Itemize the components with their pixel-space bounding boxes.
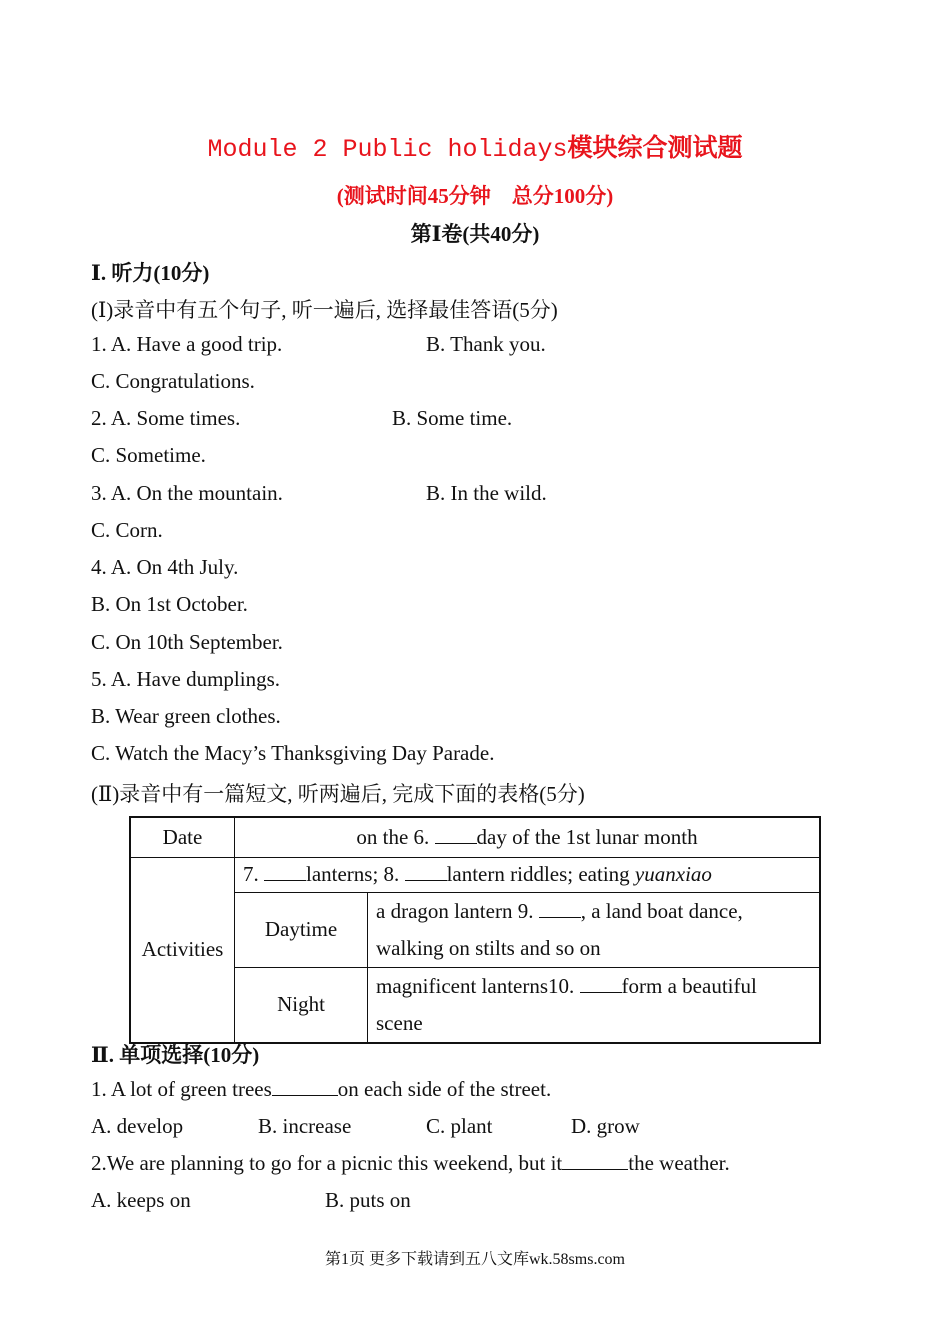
mc-q1-stem: 1. A lot of green trees on each side of the street. <box>91 1077 552 1101</box>
q4-option-c: C. On 10th September. <box>91 630 283 654</box>
date-label-cell: Date <box>130 817 235 857</box>
blank-6 <box>435 825 477 844</box>
volume-heading: 第Ⅰ卷(共40分) <box>410 222 540 246</box>
title-english: Module 2 Public holidays <box>207 135 568 164</box>
activities-label-cell: Activities <box>130 857 235 1043</box>
date-value-cell: on the 6. day of the 1st lunar month <box>235 817 821 857</box>
q2-option-c: C. Sometime. <box>91 443 206 467</box>
q5-option-a: 5. A. Have dumplings. <box>91 667 280 691</box>
listening-table <box>129 816 821 1044</box>
q3-option-c: C. Corn. <box>91 518 163 542</box>
test-info: (测试时间45分钟 总分100分) <box>336 184 614 208</box>
section-2-heading: Ⅱ. 单项选择(10分) <box>91 1043 260 1067</box>
mc-q1-option-b: B. increase <box>258 1114 352 1138</box>
mc-q2-blank <box>562 1151 628 1170</box>
mc-q1-blank <box>272 1077 338 1096</box>
title-chinese: 模块综合测试题 <box>567 133 743 162</box>
q2-option-a: 2. A. Some times. <box>91 406 241 430</box>
daytime-label-cell: Daytime <box>235 892 368 967</box>
q5-option-b: B. Wear green clothes. <box>91 704 281 728</box>
part-2-instruction: (Ⅱ)录音中有一篇短文, 听两遍后, 完成下面的表格(5分) <box>91 782 585 806</box>
page-title <box>0 128 950 164</box>
mc-q1-option-d: D. grow <box>571 1114 640 1138</box>
mc-q1-option-c: C. plant <box>426 1114 493 1138</box>
page-footer: 第1页 更多下载请到五八文库wk.58sms.com <box>324 1251 625 1268</box>
mc-q2-option-a: A. keeps on <box>91 1188 191 1212</box>
part-1-instruction: (Ⅰ)录音中有五个句子, 听一遍后, 选择最佳答语(5分) <box>91 298 558 322</box>
activities-summary-cell: 7. lanterns; 8. lantern riddles; eating yuanxiao <box>235 857 821 892</box>
q1-option-a: 1. A. Have a good trip. <box>91 332 283 356</box>
mc-q2-stem: 2.We are planning to go for a picnic this weekend, but it the weather. <box>91 1151 730 1175</box>
night-label-cell: Night <box>235 967 368 1043</box>
night-value-cell: magnificent lanterns10. form a beautiful scene <box>368 967 821 1043</box>
section-1-heading: Ⅰ. 听力(10分) <box>91 261 210 285</box>
blank-7 <box>264 862 306 881</box>
mc-q1-option-a: A. develop <box>91 1114 184 1138</box>
q4-option-a: 4. A. On 4th July. <box>91 555 239 579</box>
q1-option-b: B. Thank you. <box>426 332 546 356</box>
q1-option-c: C. Congratulations. <box>91 369 255 393</box>
q5-option-c: C. Watch the Macy’s Thanksgiving Day Parade. <box>91 741 495 765</box>
q2-option-b: B. Some time. <box>392 406 513 430</box>
daytime-value-cell: a dragon lantern 9. , a land boat dance, walking on stilts and so on <box>368 892 821 967</box>
blank-8 <box>405 862 447 881</box>
q3-option-a: 3. A. On the mountain. <box>91 481 283 505</box>
q4-option-b: B. On 1st October. <box>91 592 248 616</box>
mc-q2-option-b: B. puts on <box>325 1188 411 1212</box>
blank-9 <box>539 899 581 918</box>
blank-10 <box>580 974 622 993</box>
q3-option-b: B. In the wild. <box>426 481 547 505</box>
